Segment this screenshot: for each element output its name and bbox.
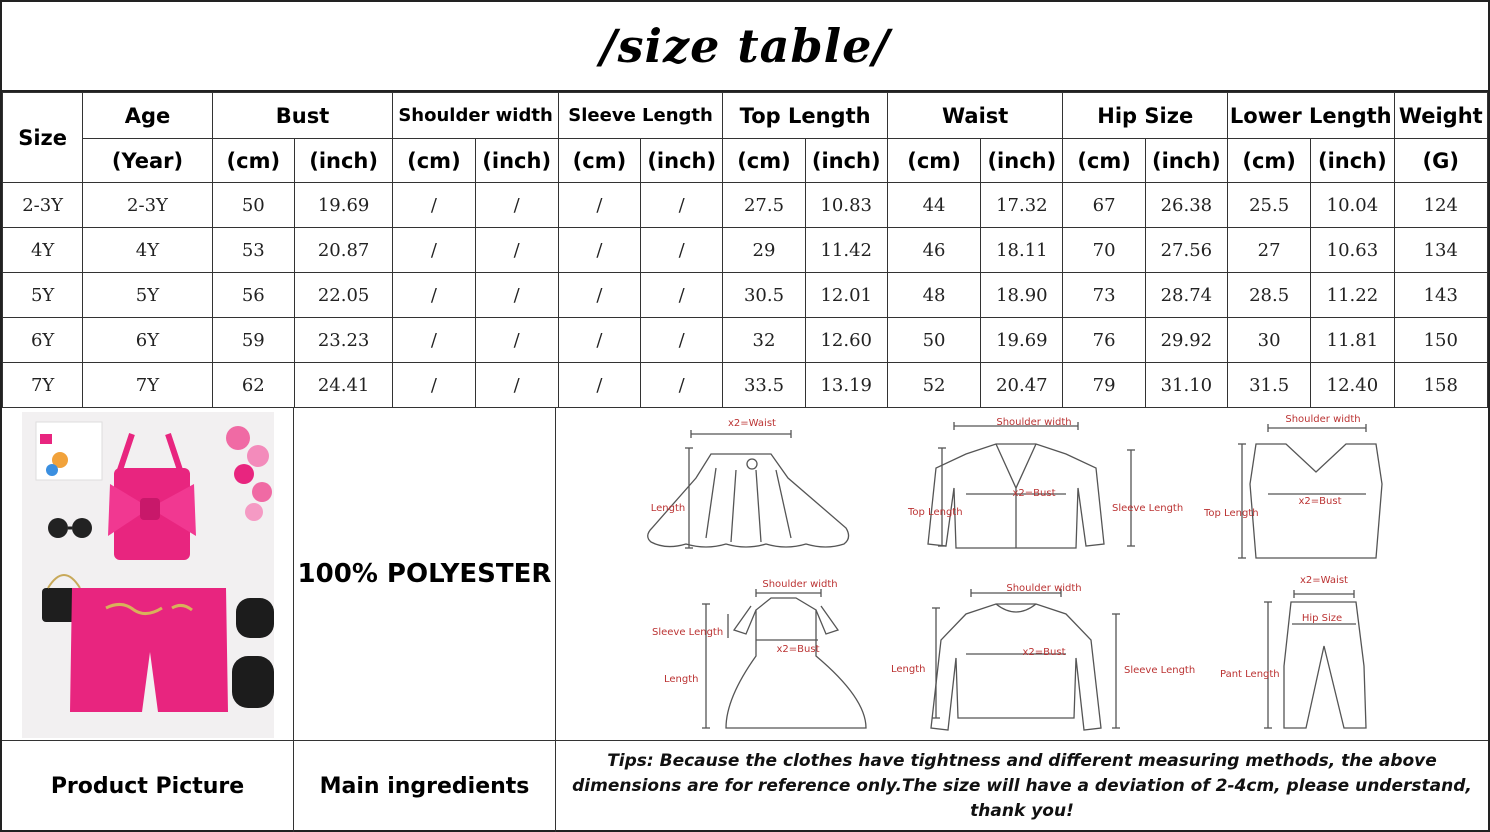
table-row [3,273,1488,318]
cami-diagram [1238,424,1382,558]
header-unit-inch: (inch) [294,139,392,183]
cell-waist-cm: 46 [887,228,980,273]
table-row [3,228,1488,273]
cell-hip-in: 26.38 [1145,183,1227,228]
cell-age: 2-3Y [83,183,212,228]
cell-hip-in: 31.10 [1145,363,1227,408]
cell-sh-cm: / [393,183,475,228]
cell-ll-cm: 28.5 [1228,273,1311,318]
info-section [2,407,1488,832]
header-lower-length: Lower Length [1228,93,1395,139]
label-jacket-shoulder: Shoulder width [996,417,1072,428]
cell-size: 6Y [3,318,83,363]
cell-ll-cm: 30 [1228,318,1311,363]
label-cami-shoulder: Shoulder width [1285,414,1361,425]
label-jacket-sleeve: Sleeve Length [1112,503,1184,514]
cell-waist-cm: 52 [887,363,980,408]
cell-waist-in: 18.11 [981,228,1063,273]
measurement-diagrams-cell [556,407,1488,740]
cell-bust-cm: 62 [212,363,294,408]
cell-age: 7Y [83,363,212,408]
label-jacket-top-length: Top Length [908,507,963,518]
header-unit-cm: (cm) [393,139,475,183]
cell-sl-in: / [641,363,723,408]
cell-hip-in: 28.74 [1145,273,1227,318]
cell-ll-cm: 31.5 [1228,363,1311,408]
cell-tl-in: 12.01 [805,273,887,318]
cell-hip-cm: 70 [1063,228,1145,273]
cell-tl-cm: 29 [723,228,805,273]
label-pants-length: Pant Length [1220,669,1280,680]
cell-sh-in: / [475,228,558,273]
cell-ll-in: 10.04 [1311,183,1394,228]
header-unit-cm: (cm) [723,139,805,183]
page-title: /size table/ [2,2,1488,92]
header-bust: Bust [212,93,393,139]
header-unit-cm: (cm) [212,139,294,183]
cell-hip-in: 27.56 [1145,228,1227,273]
label-cami-bust: x2=Bust [1298,496,1342,507]
cell-waist-in: 18.90 [981,273,1063,318]
dress-diagram [702,589,866,728]
header-shoulder-width: Shoulder width [393,93,559,139]
cell-tl-in: 10.83 [805,183,887,228]
cell-hip-cm: 79 [1063,363,1145,408]
cell-tl-in: 12.60 [805,318,887,363]
cell-sh-in: / [475,183,558,228]
cell-sl-cm: / [558,183,640,228]
product-picture-label-cell [2,740,294,832]
header-row-1 [3,93,1488,139]
cell-waist-cm: 44 [887,183,980,228]
tips-text: Tips: Because the clothes have tightness and different measuring methods, the above dimensions are for reference only.The size will have a deviation of 2-4cm, please understand, thank you! [572,751,1472,821]
cell-size: 5Y [3,273,83,318]
header-row-2 [3,139,1488,183]
label-dress-shoulder: Shoulder width [762,579,838,590]
product-picture-label: Product Picture [50,774,245,799]
material-cell [294,407,556,740]
label-cami-top-length: Top Length [1204,508,1259,519]
cell-size: 7Y [3,363,83,408]
cell-weight: 134 [1394,228,1487,273]
header-age: Age [83,93,212,139]
cell-bust-in: 22.05 [294,273,392,318]
cell-weight: 150 [1394,318,1487,363]
cell-ll-cm: 27 [1228,228,1311,273]
skirt-diagram [648,430,849,548]
cell-sl-cm: / [558,273,640,318]
cell-waist-in: 19.69 [981,318,1063,363]
cell-tl-in: 11.42 [805,228,887,273]
label-skirt-length: Length [650,503,686,514]
header-top-length: Top Length [723,93,888,139]
header-unit-inch: (inch) [981,139,1063,183]
cell-waist-in: 20.47 [981,363,1063,408]
cell-age: 6Y [83,318,212,363]
cell-age: 5Y [83,273,212,318]
cell-sh-in: / [475,318,558,363]
header-unit-cm: (cm) [558,139,640,183]
main-ingredients-label-cell [294,740,556,832]
cell-ll-in: 12.40 [1311,363,1394,408]
cell-bust-cm: 53 [212,228,294,273]
header-sleeve-length: Sleeve Length [558,93,723,139]
header-weight: Weight [1394,93,1487,139]
label-sweater-sleeve: Sleeve Length [1124,665,1196,676]
size-table [2,92,1488,408]
cell-bust-cm: 50 [212,183,294,228]
label-dress-bust: x2=Bust [776,644,820,655]
cell-tl-in: 13.19 [805,363,887,408]
cell-tl-cm: 33.5 [723,363,805,408]
cell-sl-cm: / [558,363,640,408]
header-unit-inch: (inch) [1311,139,1394,183]
cell-sl-in: / [641,318,723,363]
jacket-diagram [928,422,1135,548]
cell-weight: 124 [1394,183,1487,228]
cell-ll-cm: 25.5 [1228,183,1311,228]
header-waist: Waist [887,93,1063,139]
label-dress-length: Length [664,674,699,685]
header-size: Size [3,93,83,183]
cell-sh-cm: / [393,228,475,273]
cell-waist-cm: 48 [887,273,980,318]
label-jacket-bust: x2=Bust [1012,488,1056,499]
header-age-unit: (Year) [83,139,212,183]
pants-diagram [1264,590,1366,728]
cell-sh-cm: / [393,273,475,318]
header-unit-inch: (inch) [641,139,723,183]
header-unit-cm: (cm) [1228,139,1311,183]
header-unit-inch: (inch) [475,139,558,183]
cell-sl-cm: / [558,318,640,363]
product-picture-cell [2,407,294,740]
cell-bust-in: 23.23 [294,318,392,363]
cell-weight: 158 [1394,363,1487,408]
cell-bust-in: 20.87 [294,228,392,273]
material-text: 100% POLYESTER [297,559,552,589]
cell-hip-cm: 76 [1063,318,1145,363]
table-row [3,318,1488,363]
cell-tl-cm: 27.5 [723,183,805,228]
label-pants-waist: x2=Waist [1300,575,1348,586]
cell-sl-in: / [641,228,723,273]
header-hip-size: Hip Size [1063,93,1228,139]
label-sweater-shoulder: Shoulder width [1006,583,1082,594]
label-skirt-waist: x2=Waist [728,418,776,429]
cell-sh-cm: / [393,318,475,363]
header-weight-unit: (G) [1394,139,1487,183]
label-sweater-bust: x2=Bust [1022,647,1066,658]
cell-ll-in: 11.81 [1311,318,1394,363]
label-sweater-length: Length [891,664,926,675]
tips-cell [556,740,1488,832]
main-ingredients-label: Main ingredients [319,774,530,799]
measurement-diagrams [556,408,1488,741]
cell-sh-in: / [475,273,558,318]
cell-ll-in: 10.63 [1311,228,1394,273]
header-unit-cm: (cm) [887,139,980,183]
cell-tl-cm: 32 [723,318,805,363]
cell-sh-in: / [475,363,558,408]
cell-ll-in: 11.22 [1311,273,1394,318]
cell-bust-cm: 56 [212,273,294,318]
cell-sl-in: / [641,273,723,318]
product-photo [22,412,274,738]
header-unit-inch: (inch) [805,139,887,183]
label-pants-hip: Hip Size [1301,613,1343,624]
cell-bust-in: 24.41 [294,363,392,408]
cell-tl-cm: 30.5 [723,273,805,318]
label-dress-sleeve: Sleeve Length [652,627,724,638]
cell-age: 4Y [83,228,212,273]
cell-waist-in: 17.32 [981,183,1063,228]
cell-size: 2-3Y [3,183,83,228]
cell-size: 4Y [3,228,83,273]
cell-bust-cm: 59 [212,318,294,363]
cell-weight: 143 [1394,273,1487,318]
cell-hip-in: 29.92 [1145,318,1227,363]
cell-sh-cm: / [393,363,475,408]
size-rows [3,183,1488,408]
cell-sl-cm: / [558,228,640,273]
cell-hip-cm: 67 [1063,183,1145,228]
cell-bust-in: 19.69 [294,183,392,228]
cell-hip-cm: 73 [1063,273,1145,318]
table-row [3,183,1488,228]
cell-sl-in: / [641,183,723,228]
table-row [3,363,1488,408]
header-unit-cm: (cm) [1063,139,1145,183]
sweater-diagram [931,589,1120,730]
header-unit-inch: (inch) [1145,139,1227,183]
cell-waist-cm: 50 [887,318,980,363]
